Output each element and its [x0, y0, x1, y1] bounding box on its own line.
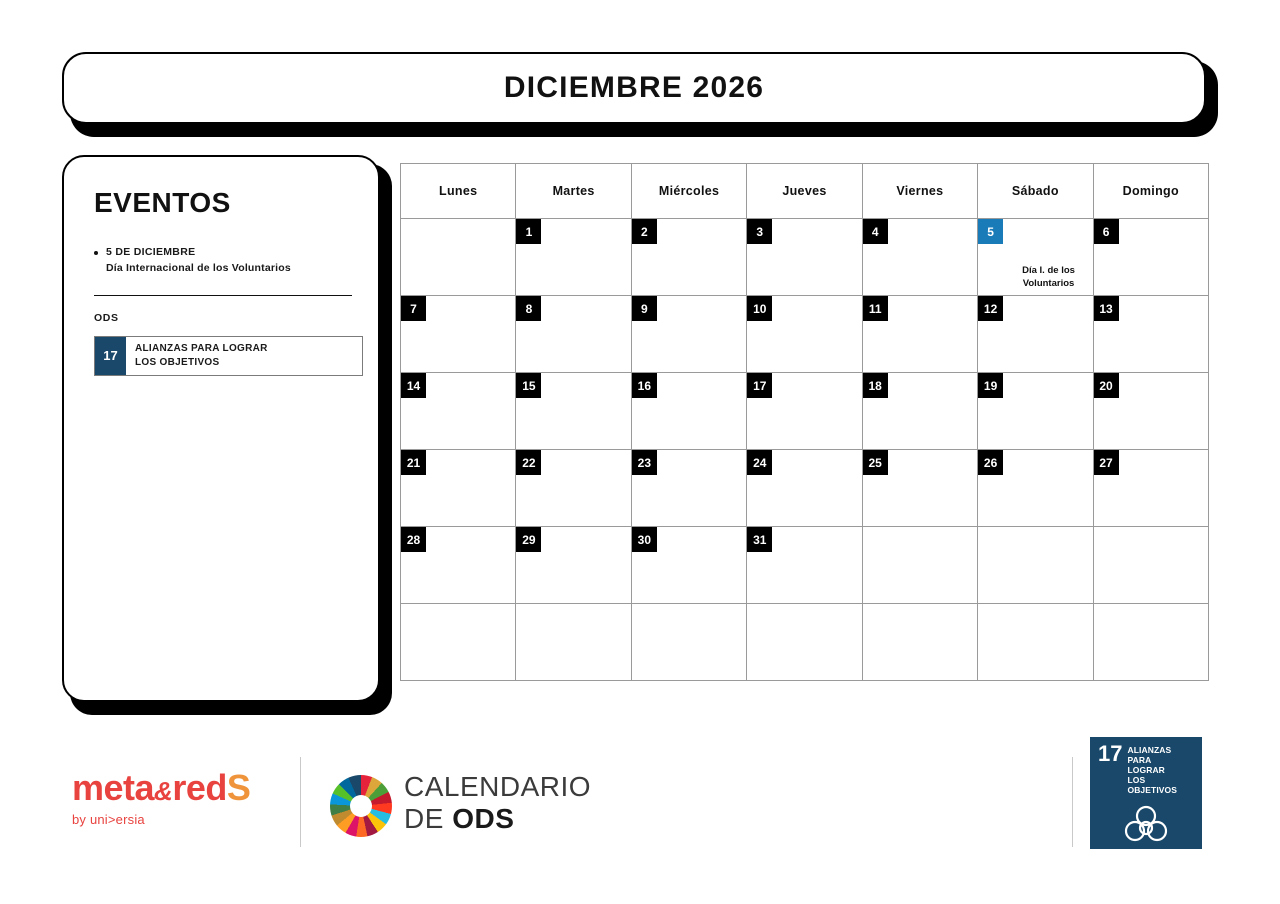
- day-number: 11: [863, 296, 888, 321]
- day-number: 22: [516, 450, 541, 475]
- sdg-tile-number: 17: [1098, 741, 1123, 766]
- metared-word-meta: meta: [72, 767, 155, 808]
- calendar-cell[interactable]: [516, 219, 631, 296]
- sdg-tile-line3: LOS OBJETIVOS: [1127, 775, 1178, 796]
- calendar-cell[interactable]: [978, 373, 1093, 450]
- day-number: 1: [516, 219, 541, 244]
- calendar-cell-empty[interactable]: [516, 604, 631, 681]
- calendar-cell[interactable]: [747, 296, 862, 373]
- metared-logo: [72, 767, 251, 827]
- calendar-logo-line2-bold: ODS: [452, 803, 515, 835]
- calendar-cell-empty[interactable]: [978, 604, 1093, 681]
- footer-divider-right: [1072, 757, 1073, 847]
- day-number: 9: [632, 296, 657, 321]
- sdg-wheel-icon: [330, 775, 392, 837]
- calendar-cell[interactable]: [631, 373, 746, 450]
- ods-number: 17: [95, 337, 126, 375]
- events-panel: [62, 155, 392, 715]
- calendar-cell[interactable]: [401, 219, 516, 296]
- day-number: 3: [747, 219, 772, 244]
- weekday-header-jueves: Jueves: [747, 164, 862, 219]
- calendar-cell-empty[interactable]: [862, 604, 977, 681]
- ods-card: [94, 336, 363, 376]
- day-number: 6: [1094, 219, 1119, 244]
- metared-word-s: S: [226, 767, 251, 808]
- event-date: 5 DE DICIEMBRE: [106, 246, 196, 258]
- calendar-cell-empty[interactable]: [1093, 527, 1208, 604]
- calendar-cell[interactable]: [862, 296, 977, 373]
- day-number: 19: [978, 373, 1003, 398]
- day-number: 31: [747, 527, 772, 552]
- day-number: 10: [747, 296, 772, 321]
- calendar-cell[interactable]: [631, 450, 746, 527]
- calendar-cell[interactable]: [516, 450, 631, 527]
- day-number: 14: [401, 373, 426, 398]
- event-name: Día Internacional de los Voluntarios: [106, 261, 291, 274]
- calendar-cell[interactable]: [516, 373, 631, 450]
- calendar-week-row: [401, 527, 1209, 604]
- day-number: 13: [1094, 296, 1119, 321]
- calendar-logo-line2-prefix: DE: [404, 803, 453, 835]
- calendar-cell[interactable]: [1093, 373, 1208, 450]
- weekday-header-lunes: Lunes: [401, 164, 516, 219]
- day-number-highlighted: 5: [978, 219, 1003, 244]
- day-number: 15: [516, 373, 541, 398]
- day-number: 27: [1094, 450, 1119, 475]
- sdg-17-tile: [1090, 737, 1202, 849]
- calendar-cell[interactable]: [516, 296, 631, 373]
- day-number: 24: [747, 450, 772, 475]
- day-number: 7: [401, 296, 426, 321]
- calendar-cell[interactable]: [516, 527, 631, 604]
- day-number: 25: [863, 450, 888, 475]
- day-number: 18: [863, 373, 888, 398]
- calendar-cell[interactable]: [401, 527, 516, 604]
- ods-section-label: ODS: [94, 311, 119, 324]
- weekday-header-miercoles: Miércoles: [631, 164, 746, 219]
- list-item: [94, 245, 352, 277]
- calendar-cell[interactable]: [978, 296, 1093, 373]
- calendar-cell[interactable]: [401, 296, 516, 373]
- sdg-tile-line1: ALIANZAS PARA: [1127, 745, 1172, 766]
- title-box: [62, 52, 1206, 124]
- day-number: 12: [978, 296, 1003, 321]
- calendar-cell[interactable]: [631, 296, 746, 373]
- calendar-cell[interactable]: [1093, 219, 1208, 296]
- weekday-header-martes: Martes: [516, 164, 631, 219]
- ods-card-line1: ALIANZAS PARA LOGRAR: [135, 343, 268, 354]
- calendar-cell[interactable]: [747, 527, 862, 604]
- day-number: 26: [978, 450, 1003, 475]
- day-number: 17: [747, 373, 772, 398]
- day-number: 2: [632, 219, 657, 244]
- day-number: 21: [401, 450, 426, 475]
- calendar-cell-empty[interactable]: [401, 604, 516, 681]
- calendar-cell-empty[interactable]: [1093, 604, 1208, 681]
- day-number: 8: [516, 296, 541, 321]
- footer: [0, 735, 1280, 904]
- calendar-logo-line1: CALENDARIO: [404, 771, 592, 802]
- calendar-ods-logo: [404, 771, 591, 835]
- weekday-header-domingo: Domingo: [1093, 164, 1208, 219]
- calendar-cell[interactable]: [401, 373, 516, 450]
- divider: [94, 295, 352, 296]
- calendar-cell[interactable]: [1093, 450, 1208, 527]
- metared-tagline: by uni>ersia: [72, 812, 145, 827]
- calendar-week-row: [401, 219, 1209, 296]
- calendar-cell-highlighted[interactable]: [978, 219, 1093, 296]
- sdg-17-partnership-icon: [1098, 801, 1194, 847]
- calendar-header-row: [401, 164, 1209, 219]
- calendar-cell[interactable]: [747, 219, 862, 296]
- ods-card-line2: LOS OBJETIVOS: [135, 356, 220, 368]
- calendar-cell-empty[interactable]: [747, 604, 862, 681]
- month-title-bar: [62, 52, 1210, 130]
- metared-word-red: red: [172, 767, 227, 808]
- calendar-cell-empty[interactable]: [978, 527, 1093, 604]
- events-panel-box: [62, 155, 380, 702]
- calendar-cell[interactable]: [747, 450, 862, 527]
- day-number: 23: [632, 450, 657, 475]
- calendar-week-row: [401, 604, 1209, 681]
- calendar-cell[interactable]: [747, 373, 862, 450]
- calendar-cell[interactable]: [862, 373, 977, 450]
- day-number: 28: [401, 527, 426, 552]
- day-number: 29: [516, 527, 541, 552]
- calendar-cell-empty[interactable]: [631, 604, 746, 681]
- calendar-cell[interactable]: [1093, 296, 1208, 373]
- calendar-cell[interactable]: [862, 219, 977, 296]
- footer-divider-left: [300, 757, 301, 847]
- events-heading: EVENTOS: [94, 187, 231, 218]
- calendar-cell[interactable]: [862, 450, 977, 527]
- day-number: 30: [632, 527, 657, 552]
- calendar-cell[interactable]: [978, 450, 1093, 527]
- day-number: 4: [863, 219, 888, 244]
- day-note: Día I. de los Voluntarios: [1022, 265, 1075, 290]
- calendar-cell[interactable]: [631, 527, 746, 604]
- calendar-week-row: [401, 296, 1209, 373]
- calendar-cell-empty[interactable]: [862, 527, 977, 604]
- day-number: 16: [632, 373, 657, 398]
- ampersand-icon: &: [154, 776, 173, 806]
- calendar-table: [400, 163, 1209, 681]
- calendar-week-row: [401, 450, 1209, 527]
- weekday-header-sabado: Sábado: [978, 164, 1093, 219]
- bullet-icon: [94, 251, 98, 255]
- calendar-cell[interactable]: [631, 219, 746, 296]
- sdg-tile-line2: LOGRAR: [1127, 765, 1165, 776]
- calendar-cell[interactable]: [401, 450, 516, 527]
- page-title: DICIEMBRE 2026: [503, 71, 765, 104]
- day-number: 20: [1094, 373, 1119, 398]
- weekday-header-viernes: Viernes: [862, 164, 977, 219]
- calendar-week-row: [401, 373, 1209, 450]
